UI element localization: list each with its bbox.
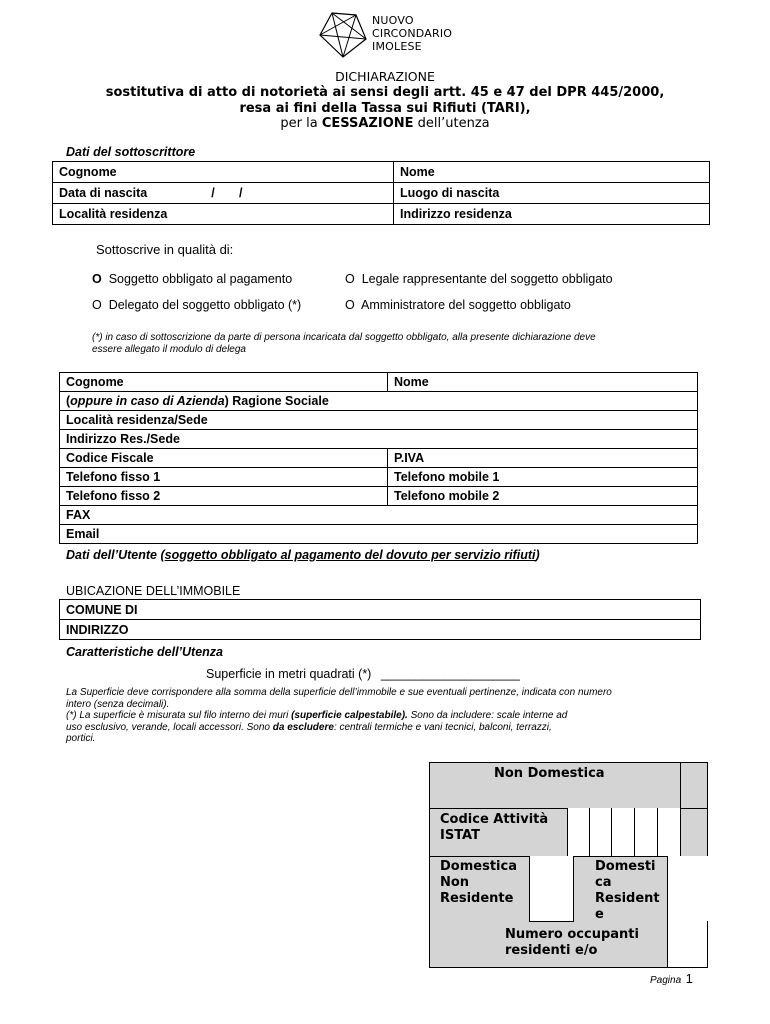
subtitle-post: dell’utenza [413,116,490,131]
dnr-line2: Non [440,875,470,890]
nome-field[interactable]: Nome [394,162,710,183]
page-value: 1 [685,971,693,986]
utente-table [59,372,698,544]
logo-icon [318,11,368,59]
utente-cognome-field[interactable]: Cognome [60,373,388,392]
note2-line2-pre: uso esclusivo, verande, locali accessori. Sono [66,721,273,733]
telefono-mobile-2-field[interactable]: Telefono mobile 2 [388,487,698,506]
sottoscrittore-table [52,161,710,225]
logo-line1: NUOVO [372,14,414,27]
piva-field[interactable]: P.IVA [388,449,698,468]
numero-occupanti-label [505,927,639,959]
data-nascita-field[interactable] [53,183,394,204]
option-legale-rappresentante[interactable] [345,272,613,286]
superficie-note-line2: intero (senza decimali). [66,698,170,710]
utente-caption-underlined: soggetto obbligato al pagamento del dovuto per servizio rifiuti [164,548,536,562]
doc-subtitle-3 [0,116,770,132]
utente-caption [66,548,540,562]
ubicazione-table [59,599,701,640]
doc-title: DICHIARAZIONE [335,69,435,84]
istat-code-field[interactable] [567,808,680,856]
codice-istat-line2: ISTAT [440,828,480,843]
occupanti-line1: Numero occupanti [505,927,639,942]
domestica-residente-checkbox[interactable] [667,856,708,922]
ragione-italic: oppure in caso di Azienda [70,394,225,408]
dnr-line3: Residente [440,891,514,906]
ragione-sociale-field[interactable] [60,392,698,411]
delega-note-line2: essere allegato il modulo di delega [92,343,246,355]
indirizzo-residenza-field[interactable]: Indirizzo residenza [394,204,710,225]
option-label: Legale rappresentante del soggetto obbligato [361,272,613,286]
qualita-title: Sottoscrive in qualità di: [96,242,234,257]
option-delegato[interactable] [92,298,301,312]
ragione-pre: ( [66,394,71,408]
superficie-note-line3 [66,710,716,722]
radio-marker-icon: O [92,298,102,312]
email-field[interactable]: Email [60,525,698,544]
subtitle-pre: per la [280,116,322,131]
option-label: Delegato del soggetto obbligato (*) [108,298,302,312]
doc-subtitle-2: resa ai fini della Tassa sui Rifiuti (TARI), [239,101,531,116]
comune-field[interactable]: COMUNE DI [60,600,701,620]
grid-line [567,808,568,856]
note2-post: Sono da includere: scale interne ad [407,710,568,721]
delega-note-line1: (*) in caso di sottoscrizione da parte di persona incaricata dal soggetto obbligato, alla presente dichiarazione deve [92,332,596,343]
grid-line [634,808,635,856]
dr-line1: Domesti [595,859,656,874]
grid-line [611,808,612,856]
telefono-fisso-1-field[interactable]: Telefono fisso 1 [60,468,388,487]
telefono-fisso-2-field[interactable]: Telefono fisso 2 [60,487,388,506]
telefono-mobile-1-field[interactable]: Telefono mobile 1 [388,468,698,487]
domestica-non-residente-label [440,859,517,907]
cognome-field[interactable]: Cognome [53,162,394,183]
numero-occupanti-field[interactable] [667,921,708,968]
codice-istat-line1: Codice Attività [440,812,549,827]
superficie-input[interactable]: ____________________ [380,667,520,681]
luogo-nascita-field[interactable]: Luogo di nascita [394,183,710,204]
dnr-line1: Domestica [440,859,517,874]
utente-caption-post: ) [535,548,540,562]
subtitle-bold: CESSAZIONE [321,116,414,131]
superficie-label: Superficie in metri quadrati (*) [206,667,372,681]
caratteristiche-title: Caratteristiche dell’Utenza [66,645,223,659]
superficie-note-line4 [66,722,716,734]
logo-line2: CIRCONDARIO [372,27,453,40]
option-label: Soggetto obbligato al pagamento [108,272,293,286]
grid-line [589,808,590,856]
option-soggetto-obbligato[interactable] [92,272,292,286]
radio-marker-icon: O [345,298,355,312]
superficie-note-line5: portici. [66,733,96,744]
radio-marker-icon: O [92,272,102,286]
sottoscrittore-title: Dati del sottoscrittore [66,145,196,159]
indirizzo-sede-field[interactable]: Indirizzo Res./Sede [60,430,698,449]
note2-line2-bold: da escludere [272,721,334,733]
localita-sede-field[interactable]: Località residenza/Sede [60,411,698,430]
non-domestica-label: Non Domestica [494,766,605,781]
page-label: Pagina [650,975,682,986]
codice-istat-label [440,812,548,844]
radio-marker-icon: O [345,272,355,286]
superficie-note-line1: La Superficie deve corrispondere alla somma della superficie dell’immobile e sue eventuali pertinenze, indicata con numero [66,687,612,698]
codice-fiscale-field[interactable]: Codice Fiscale [60,449,388,468]
localita-residenza-field[interactable]: Località residenza [53,204,394,225]
date-separators: / / [211,186,243,200]
superficie-note [66,687,716,745]
fax-field[interactable]: FAX [60,506,698,525]
doc-subtitle-1: sostitutiva di atto di notorietà ai sensi degli artt. 45 e 47 del DPR 445/2000, [105,85,665,100]
logo-text [372,14,452,53]
superficie-row [206,667,520,681]
page-number [650,970,693,988]
grid-line [657,808,658,856]
dr-line3: Resident [595,891,660,906]
ragione-post: ) Ragione Sociale [224,394,329,408]
logo-line3: IMOLESE [372,40,422,53]
domestica-non-residente-checkbox[interactable] [529,856,574,922]
domestica-residente-label [595,859,660,923]
occupanti-line2: residenti e/o [505,943,598,958]
dr-line4: e [595,907,604,922]
note2-bold: (superficie calpestabile). [291,710,408,721]
note2-pre: (*) La superficie è misurata sul filo interno dei muri [66,710,292,721]
option-amministratore[interactable] [345,298,571,312]
ubicazione-title: UBICAZIONE DELL’IMMOBILE [66,584,241,598]
option-label: Amministratore del soggetto obbligato [361,298,571,312]
data-nascita-label: Data di nascita [59,186,148,200]
note2-line2-post: : centrali termiche e vani tecnici, balconi, terrazzi, [333,721,552,733]
dr-line2: ca [595,875,612,890]
indirizzo-immobile-field[interactable]: INDIRIZZO [60,620,701,640]
utente-caption-pre: Dati dell’Utente ( [66,548,165,562]
delega-note [92,332,596,355]
utente-nome-field[interactable]: Nome [388,373,698,392]
